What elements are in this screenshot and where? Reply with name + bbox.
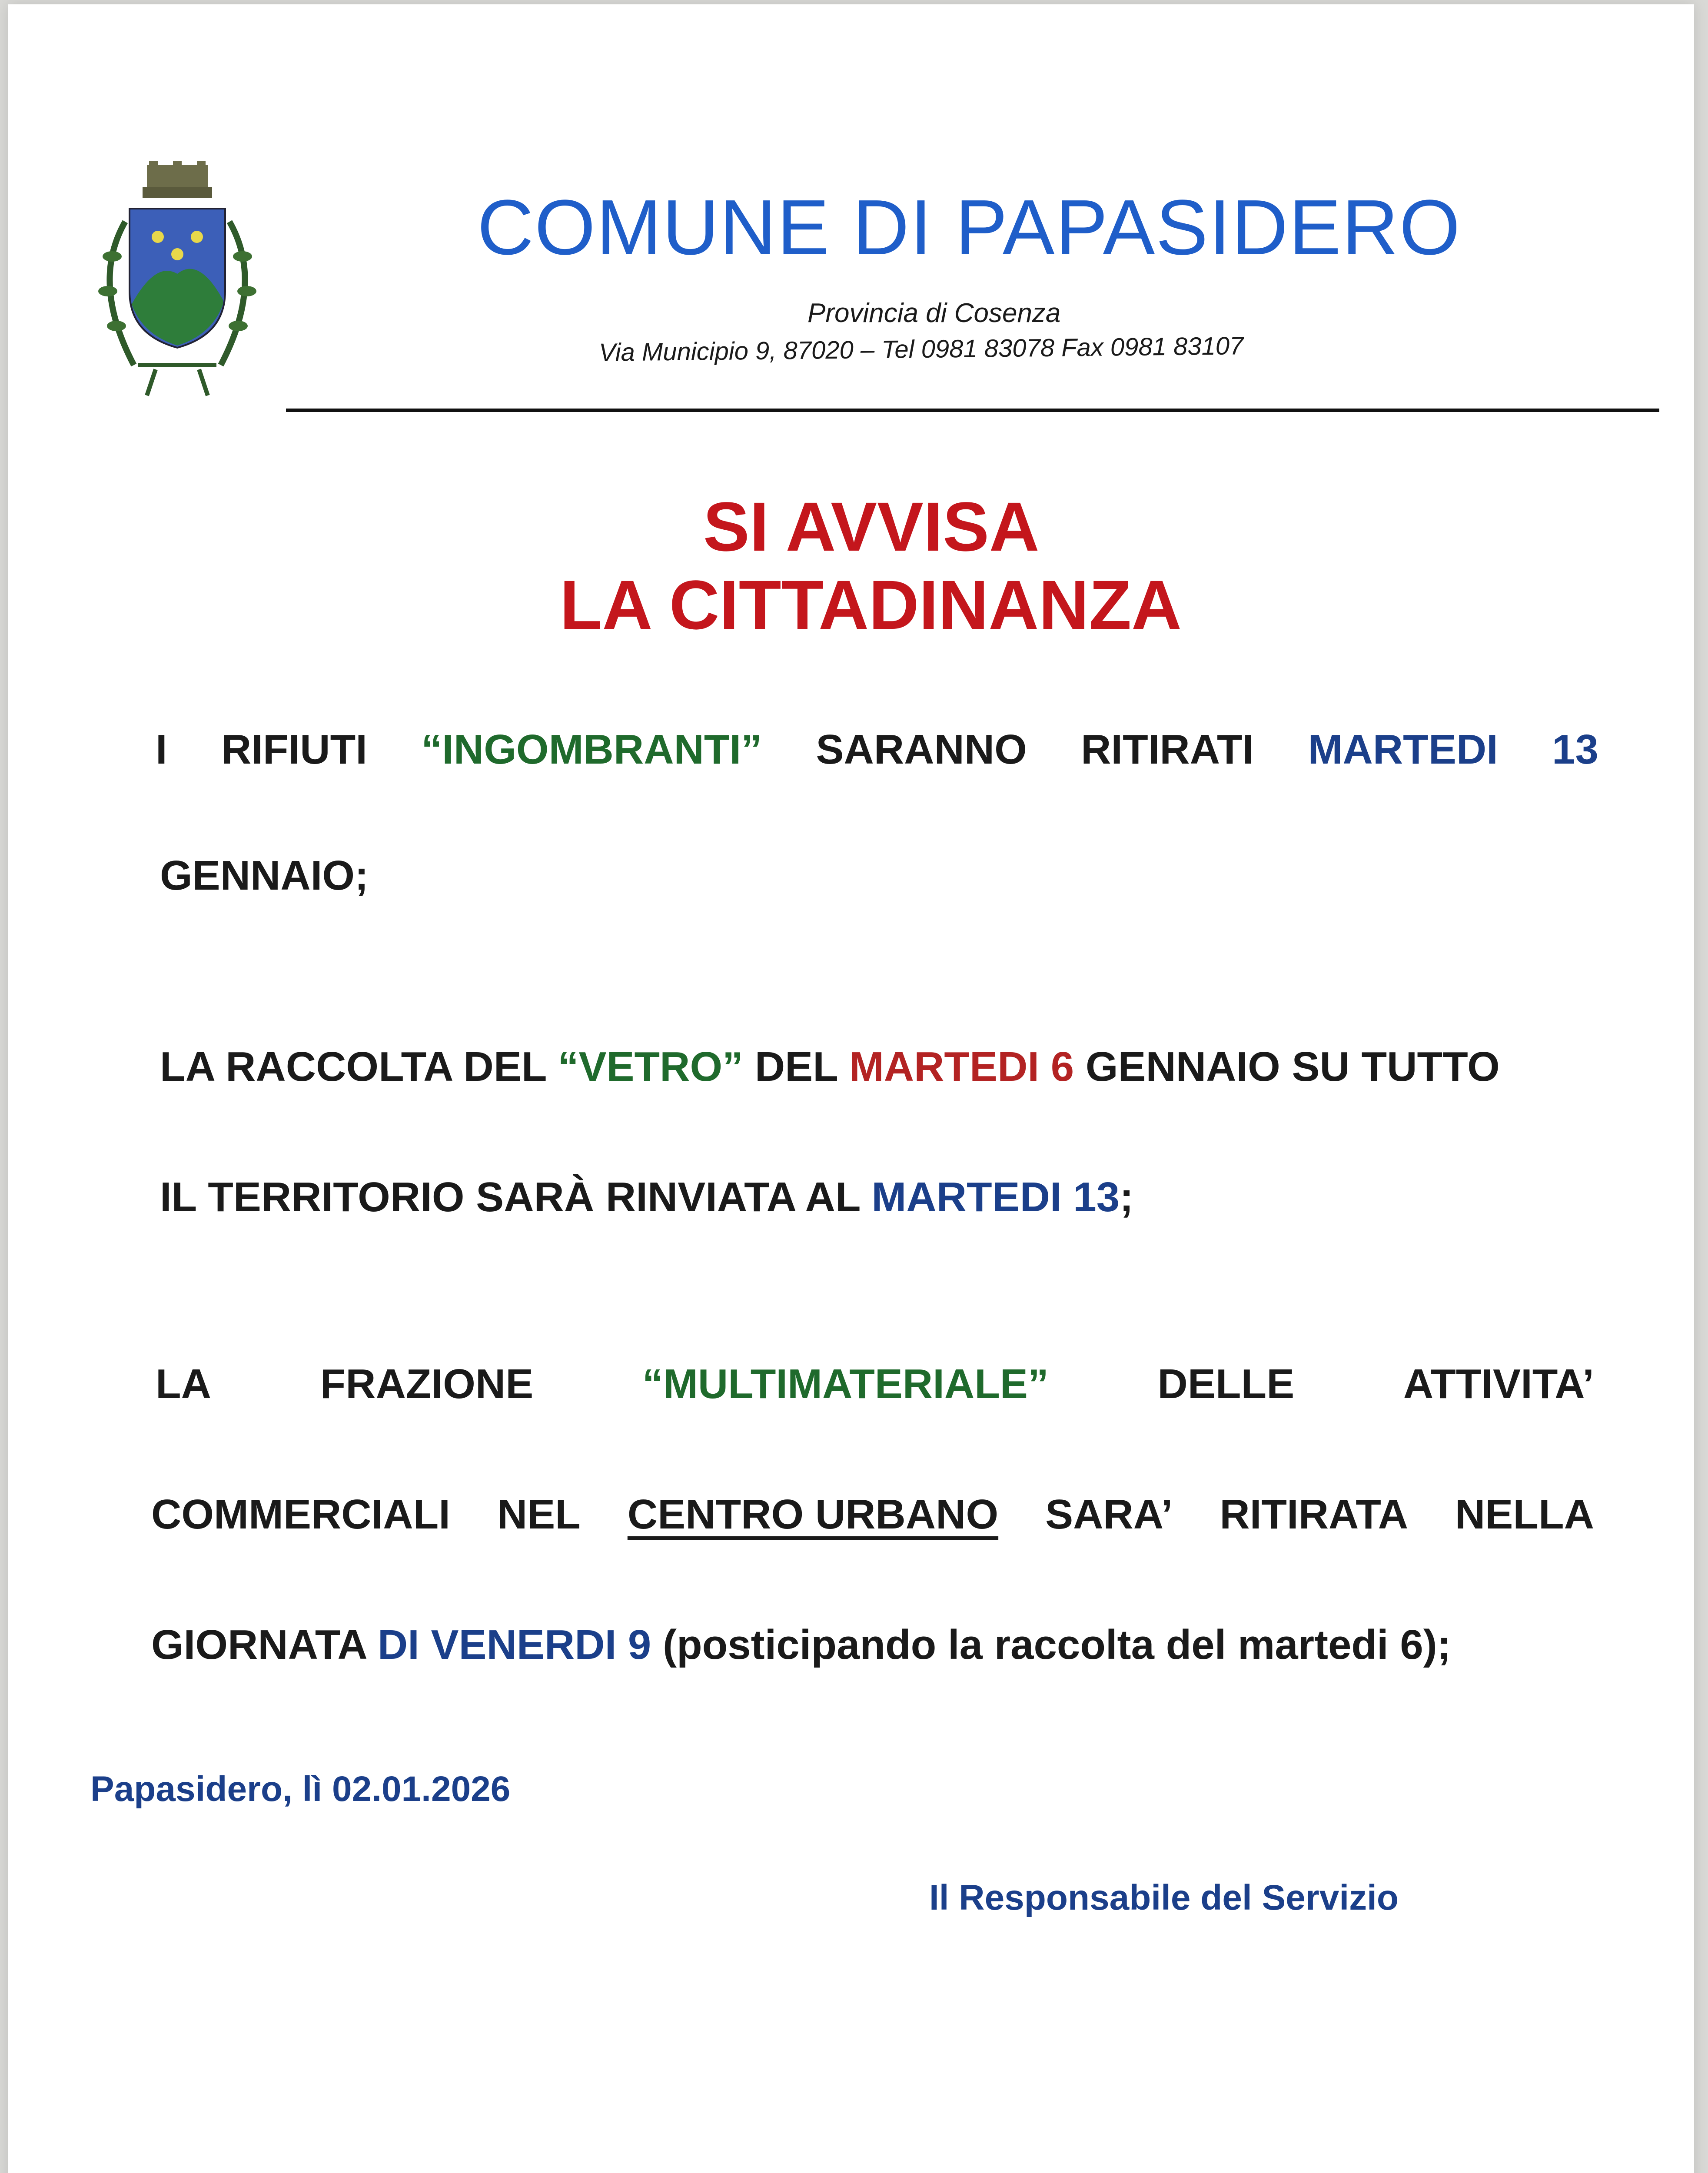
word: LA xyxy=(156,1361,211,1407)
address-line: Via Municipio 9, 87020 – Tel 0981 83078 Fax 0981 83107 xyxy=(598,332,1244,367)
word: SARA’ xyxy=(1045,1491,1173,1538)
word-ingombranti: “INGOMBRANTI” xyxy=(421,726,762,773)
word-martedi: MARTEDI xyxy=(1308,726,1498,773)
word-vetro: “VETRO” xyxy=(558,1043,744,1090)
word-multimateriale: “MULTIMATERIALE” xyxy=(642,1361,1049,1407)
notice-heading-line2: LA CITTADINANZA xyxy=(560,566,1182,644)
date-venerdi-9: DI VENERDI 9 xyxy=(377,1621,651,1668)
text-segment: LA RACCOLTA DEL xyxy=(160,1043,558,1090)
text-segment: ; xyxy=(1120,1174,1134,1220)
word: DELLE xyxy=(1157,1361,1295,1407)
word: RITIRATI xyxy=(1081,726,1254,773)
paragraph-3-line-1 xyxy=(156,1360,1594,1408)
coat-of-arms-icon xyxy=(82,161,273,404)
date-martedi-6: MARTEDI 6 xyxy=(849,1043,1074,1090)
paragraph-1-line-1 xyxy=(156,726,1598,774)
paragraph-3-line-3 xyxy=(151,1621,1451,1669)
text-segment: GENNAIO SU TUTTO xyxy=(1074,1043,1500,1090)
document-page xyxy=(8,4,1694,2173)
word: NELLA xyxy=(1455,1491,1594,1538)
signatory-title: Il Responsabile del Servizio xyxy=(929,1878,1399,1917)
place-and-date: Papasidero, lì 02.01.2026 xyxy=(90,1769,511,1809)
province-line: Provincia di Cosenza xyxy=(807,298,1061,328)
text-segment: DEL xyxy=(743,1043,849,1090)
word: SARANNO xyxy=(816,726,1027,773)
word: NEL xyxy=(497,1491,581,1538)
word: ATTIVITA’ xyxy=(1403,1361,1594,1407)
text-segment: GIORNATA xyxy=(151,1621,378,1668)
notice-heading-line1: SI AVVISA xyxy=(703,488,1040,565)
centro-urbano-underlined: CENTRO URBANO xyxy=(627,1491,999,1538)
word: RITIRATA xyxy=(1220,1491,1409,1538)
text-segment: IL TERRITORIO SARÀ RINVIATA AL xyxy=(160,1174,872,1220)
word: FRAZIONE xyxy=(320,1361,534,1407)
paragraph-2-line-2 xyxy=(160,1173,1133,1221)
word: COMMERCIALI xyxy=(151,1491,450,1538)
header-divider xyxy=(286,409,1659,412)
word: RIFIUTI xyxy=(221,726,367,773)
text-segment: (posticipando la raccolta del martedi 6); xyxy=(651,1621,1451,1668)
word: I xyxy=(156,726,167,773)
word-13: 13 xyxy=(1552,726,1598,773)
municipality-title: COMUNE DI PAPASIDERO xyxy=(477,184,1461,271)
paragraph-1-line-2: GENNAIO; xyxy=(160,852,369,899)
date-martedi-13: MARTEDI 13 xyxy=(871,1174,1120,1220)
paragraph-3-line-2 xyxy=(151,1491,1594,1538)
paragraph-2-line-1 xyxy=(160,1043,1500,1091)
